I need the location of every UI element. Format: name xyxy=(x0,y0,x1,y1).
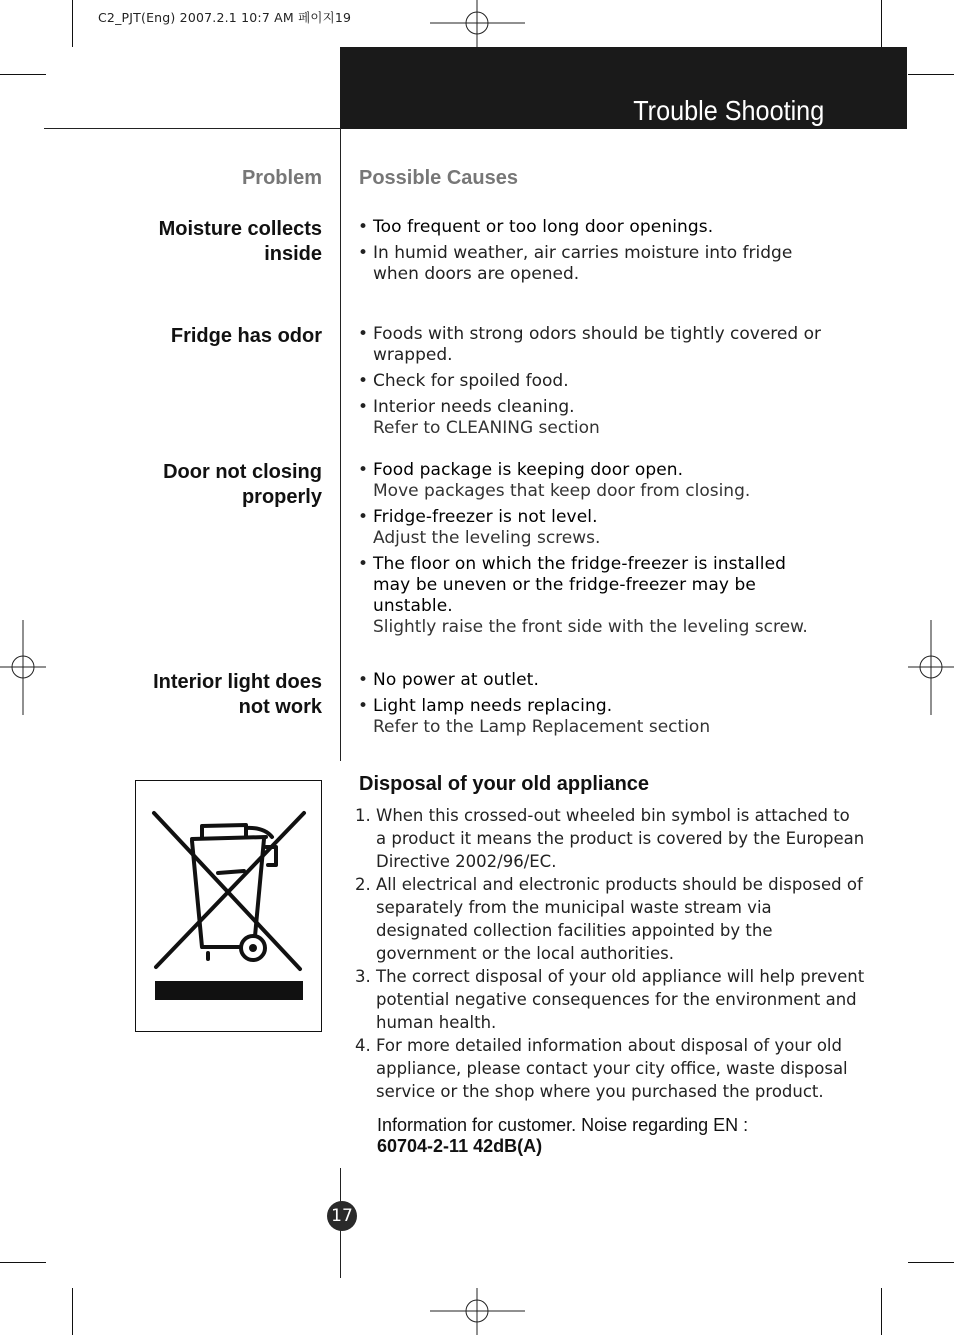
column-divider xyxy=(340,129,341,761)
crop-mark xyxy=(72,1288,73,1335)
crossed-out-wheeled-bin-icon xyxy=(136,781,320,1030)
page-title: Trouble Shooting xyxy=(633,95,824,126)
disposal-item: 4. For more detailed information about disposal of your old appliance, please contact your city office, waste disposal service or the shop where you purchased the product. xyxy=(355,1036,848,1101)
registration-mark-icon xyxy=(0,620,46,715)
cause-item: • No power at outlet. xyxy=(358,670,539,690)
crop-mark xyxy=(881,1288,882,1335)
registration-mark-icon xyxy=(430,0,525,48)
page-number: 17 xyxy=(327,1201,357,1231)
disposal-item: 1. When this crossed-out wheeled bin symbol is attached to a product it means the product is covered by the European Directive 2002/96/EC. xyxy=(355,806,865,871)
cause-list xyxy=(358,217,828,290)
problem-label: Fridge has odor xyxy=(170,325,322,347)
cause-item: • In humid weather, air carries moisture into fridge when doors are opened. xyxy=(358,243,793,284)
cause-item: • Interior needs cleaning. Refer to CLEANING section xyxy=(358,397,600,438)
cause-item: • Foods with strong odors should be tightly covered or wrapped. xyxy=(358,324,821,365)
disposal-item: 3. The correct disposal of your old appliance will help prevent potential negative consequences for the environment and human health. xyxy=(355,967,865,1032)
print-slug: C2_PJT(Eng) 2007.2.1 10:7 AM 페이지19 xyxy=(98,10,352,25)
crop-mark xyxy=(881,0,882,47)
header-bar xyxy=(340,47,907,129)
cause-item: • Light lamp needs replacing. Refer to the Lamp Replacement section xyxy=(358,696,711,737)
problem-label: Interior light does not work xyxy=(153,671,322,718)
cause-item: • Too frequent or too long door openings. xyxy=(358,217,714,237)
disposal-item: 2. All electrical and electronic products should be disposed of separately from the municipal waste stream via designated collection facilities appointed by the government or the local authorities. xyxy=(355,875,863,963)
registration-mark-icon xyxy=(430,1288,525,1335)
crop-mark xyxy=(0,74,46,75)
crop-mark xyxy=(0,1262,46,1263)
divider xyxy=(44,128,341,129)
problem-column-header: Problem xyxy=(241,167,322,189)
crop-mark xyxy=(908,74,954,75)
registration-mark-icon xyxy=(908,620,954,715)
cause-item: • Food package is keeping door open. Move packages that keep door from closing. xyxy=(358,460,751,501)
cause-item: • Check for spoiled food. xyxy=(358,371,569,391)
cause-list xyxy=(358,324,828,444)
disposal-title: Disposal of your old appliance xyxy=(359,773,650,795)
noise-info: Information for customer. Noise regarding EN : 60704-2-11 42dB(A) xyxy=(377,1115,749,1156)
disposal-list xyxy=(355,804,865,1103)
cause-item: • Fridge-freezer is not level. Adjust the leveling screws. xyxy=(358,507,601,548)
problem-label: Door not closing properly xyxy=(163,461,322,508)
cause-list xyxy=(358,460,828,643)
cause-list xyxy=(358,670,828,743)
crop-mark xyxy=(72,0,73,47)
problem-label: Moisture collects inside xyxy=(158,218,322,265)
weee-symbol-box xyxy=(135,780,322,1032)
crop-mark xyxy=(908,1262,954,1263)
causes-column-header: Possible Causes xyxy=(359,167,518,189)
cause-item: • The floor on which the fridge-freezer is installed may be uneven or the fridge-freezer may be unstable. Slightly raise the front side with the leveling screw. xyxy=(358,554,808,637)
